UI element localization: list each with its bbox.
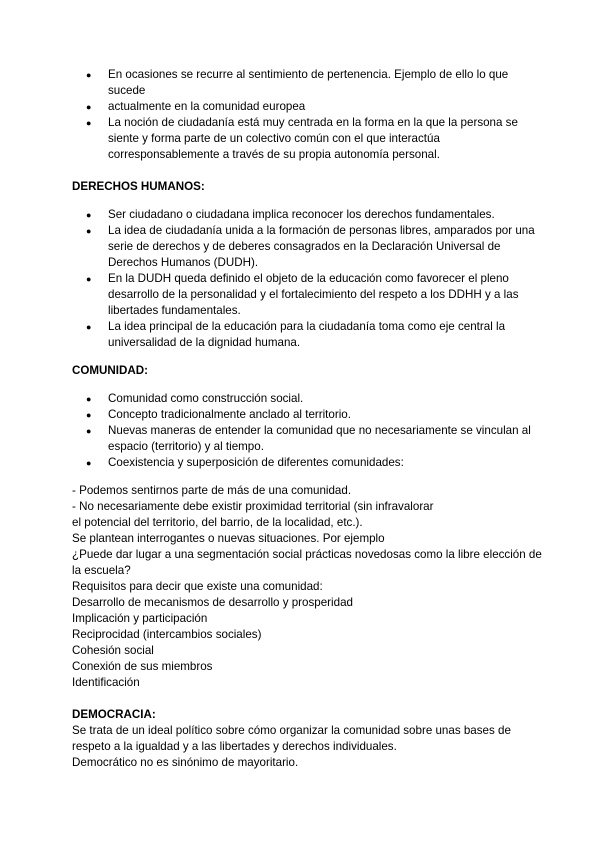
- text-line: Democrático no es sinónimo de mayoritario.: [72, 756, 299, 769]
- text-line: Conexión de sus miembros: [72, 660, 213, 673]
- text-line: el potencial del territorio, del barrio, de la localidad, etc.).: [72, 516, 363, 529]
- text-line: Se plantean interrogantes o nuevas situaciones. Por ejemplo: [72, 532, 385, 545]
- section-heading: COMUNIDAD:: [72, 364, 148, 377]
- derechos-list-block: [72, 207, 542, 351]
- text-line: Identificación: [72, 676, 140, 689]
- text-line: Reciprocidad (intercambios sociales): [72, 628, 262, 641]
- democracia-section: [72, 707, 542, 771]
- list-item: ● En la DUDH queda definido el objeto de la educación como favorecer el pleno desarrollo de la personalidad y el fortalecimiento del respeto a los DDHH y a las libertades fundamentales.: [72, 271, 542, 319]
- text-line: ¿Puede dar lugar a una segmentación social prácticas novedosas como la libre elección de la escuela?: [72, 548, 542, 577]
- list-item: ● En ocasiones se recurre al sentimiento de pertenencia. Ejemplo de ello lo que sucede: [72, 67, 542, 99]
- text-line: - Podemos sentirnos parte de más de una comunidad.: [72, 484, 352, 497]
- list-item: ● Comunidad como construcción social.: [72, 391, 542, 407]
- text-line: - No necesariamente debe existir proximidad territorial (sin infravalorar: [72, 500, 434, 513]
- text-line: Requisitos para decir que existe una comunidad:: [72, 580, 323, 593]
- intro-section: [72, 67, 542, 163]
- intro-bullet-list: [72, 67, 542, 163]
- list-item: ● actualmente en la comunidad europea: [72, 99, 542, 115]
- text-line: Cohesión social: [72, 644, 154, 657]
- text-line: Se trata de un ideal político sobre cómo organizar la comunidad sobre unas bases de respeto a la igualdad y a las libertades y derechos individuales.: [72, 724, 511, 753]
- section-heading: DERECHOS HUMANOS:: [72, 180, 205, 193]
- list-item: ● La noción de ciudadanía está muy centrada en la forma en la que la persona se siente y forma parte de un colectivo común con el que interactúa corresponsablemente a través de su propia autonomía personal.: [72, 115, 542, 163]
- comunidad-bullet-list: [72, 391, 542, 471]
- list-item: ● Ser ciudadano o ciudadana implica reconocer los derechos fundamentales.: [72, 207, 542, 223]
- comunidad-text-block: [72, 483, 542, 691]
- text-line: Implicación y participación: [72, 612, 208, 625]
- list-item: ● Concepto tradicionalmente anclado al territorio.: [72, 407, 542, 423]
- list-item: ● La idea principal de la educación para la ciudadanía toma como eje central la universalidad de la dignidad humana.: [72, 319, 542, 351]
- derechos-section: [72, 179, 542, 195]
- list-item: ● Nuevas maneras de entender la comunidad que no necesariamente se vinculan al espacio (territorio) y al tiempo.: [72, 423, 542, 455]
- comunidad-list-block: [72, 391, 542, 471]
- comunidad-section: [72, 363, 542, 379]
- text-line: Desarrollo de mecanismos de desarrollo y prosperidad: [72, 596, 353, 609]
- list-item: ● Coexistencia y superposición de diferentes comunidades:: [72, 455, 542, 471]
- list-item: ● La idea de ciudadanía unida a la formación de personas libres, amparados por una serie de derechos y de deberes consagrados en la Declaración Universal de Derechos Humanos (DUDH).: [72, 223, 542, 271]
- derechos-bullet-list: [72, 207, 542, 351]
- section-heading: DEMOCRACIA:: [72, 708, 156, 721]
